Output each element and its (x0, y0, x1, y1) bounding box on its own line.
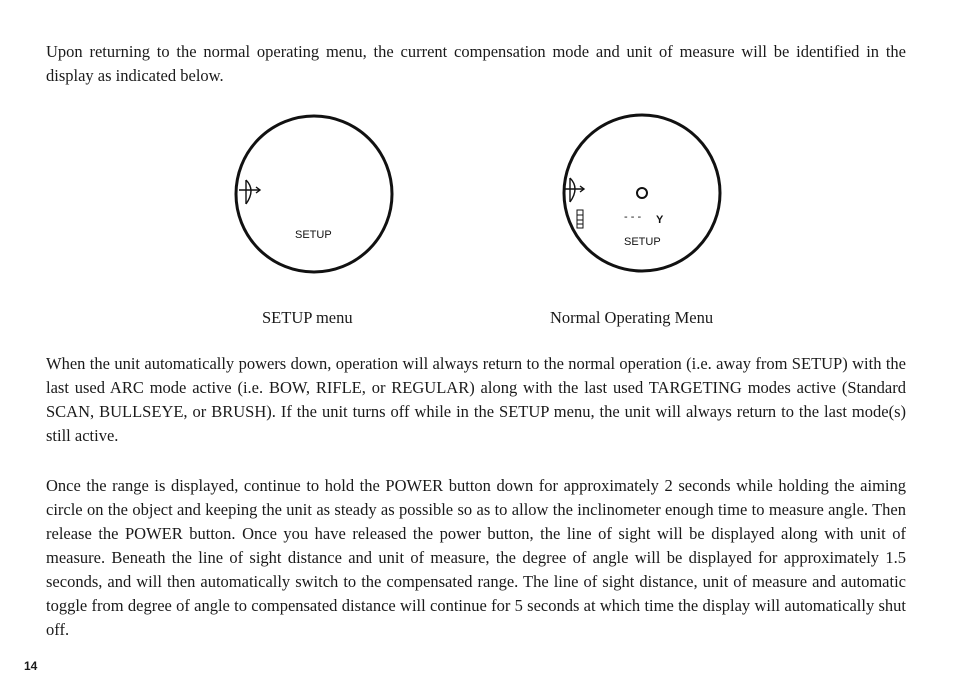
intro-paragraph: Upon returning to the normal operating menu, the current compensation mode and unit of measure will be identified in the display as indicated below. (46, 42, 906, 85)
setup-label: SETUP (295, 229, 332, 241)
battery-icon (577, 210, 583, 228)
power-down-paragraph: When the unit automatically powers down, operation will always return to the normal operation (i.e. away from SETUP) with the last used ARC mode active (i.e. BOW, RIFLE, or REGULAR) along with the last used TARGETING modes active (Standard SCAN, BULLSEYE, or BRUSH). If the unit turns off while in the SETUP menu, the unit will always return to the last mode(s) still active. (46, 354, 906, 445)
aiming-circle-icon (637, 188, 647, 198)
setup-caption: SETUP menu (262, 308, 353, 327)
setup-label: SETUP (624, 236, 661, 248)
page-number: 14 (24, 659, 38, 673)
range-display-paragraph: Once the range is displayed, continue to hold the POWER button down for approximately 2 seconds while holding the aiming circle on the object and keeping the unit as steady as possible so as to allow the inclinometer enough time to measure angle. Then release the POWER button. Once you have released the power button, the line of sight will be displayed along with unit of measure. Beneath the line of sight distance and unit of measure, the degree of angle will be displayed for approximately 1.5 seconds, and will then automatically switch to the compensated range. The line of sight distance, unit of measure and automatic toggle from degree of angle to compensated distance will continue for 5 seconds at which time the display will automatically shut off. (46, 476, 906, 639)
normal-caption: Normal Operating Menu (550, 308, 714, 327)
normal-display-figure (558, 110, 728, 280)
display-outline (236, 116, 392, 272)
range-dashes: - - - (624, 211, 642, 223)
unit-of-measure: Y (656, 214, 664, 226)
bow-icon (239, 180, 260, 204)
setup-display-figure (230, 110, 400, 280)
